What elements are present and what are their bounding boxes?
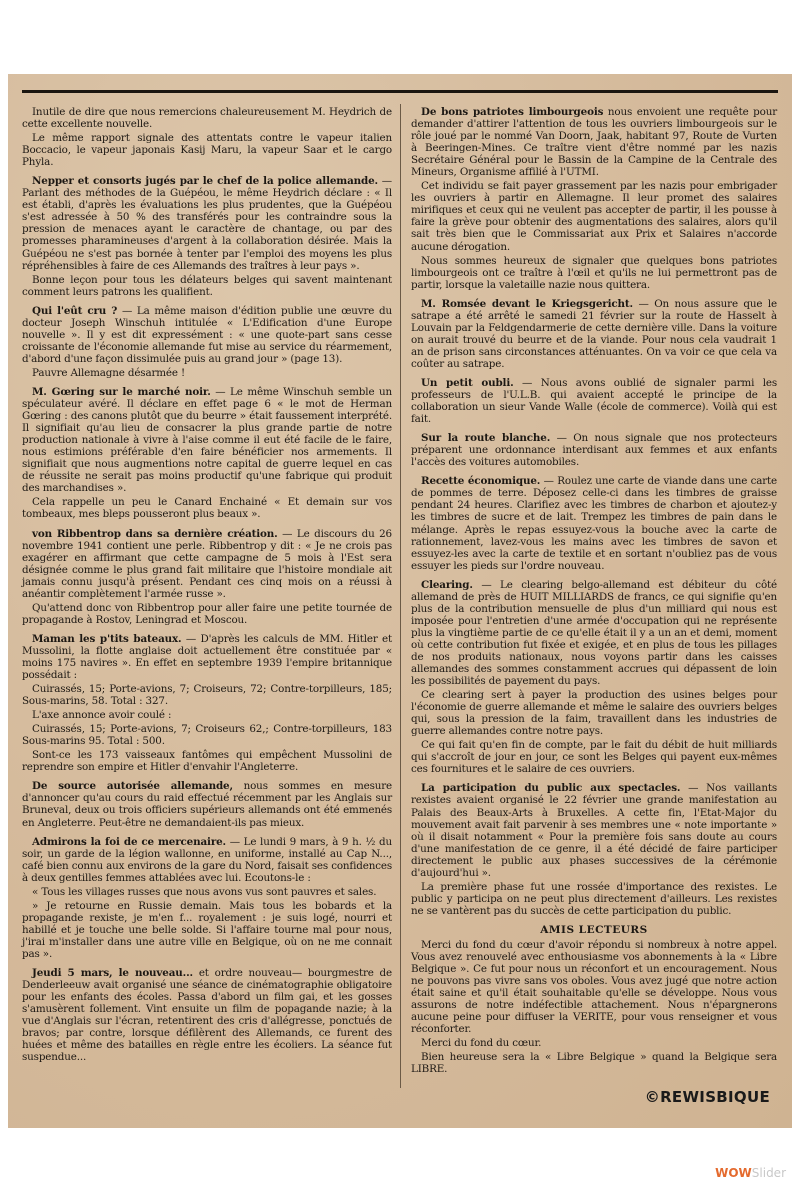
article-headline: De bons patriotes limbourgeois: [421, 106, 604, 118]
article-headline: Qui l'eût cru ?: [32, 304, 118, 317]
article-text: — Le clearing belgo-allemand est débiteur du côté allemand de près de HUIT MILLIARDS de francs, ce qui signifie qu'en plus de la contribution mensuelle de plus d'un milliard qui nous est imposée pour l'entretien d'une armée d'occupation qui ne représente plus la vingtième partie de ce qu'elle était il y a un an et demi, moment où cette contribution fut fixée et exigée, et en plus de tous les pillages de nos produits nationaux, nous voyons partir dans les caisses allemandes des sommes constamment accrues qui dépassent de loin les possibilités de payement du pays.: [411, 578, 777, 688]
article-text: Ce clearing sert à payer la production des usines belges pour l'économie de guerre allemande et même le salaire des ouvriers belges qui, sous la pression de la faim, travaillent dans les industries de guerre allemandes contre notre pays.: [411, 689, 777, 738]
article-paragraph: [411, 475, 777, 571]
article-paragraph: [22, 132, 392, 168]
article-paragraph: [411, 180, 777, 252]
amis-paragraph: Merci du fond du cœur.: [421, 1037, 542, 1050]
amis-paragraph: Merci du fond du cœur d'avoir répondu si nombreux à notre appel. Vous avez renouvelé avec enthousiasme vos abonnements à la « Libre Belgique ». Ce fut pour nous un réconfort et un encouragement. Nous ne pouvons pas vivre sans vos oboles. Vous avez jugé que notre action était saine et qu'il était souhaitable qu'elle se développe. Nous vous assurons de notre indéfectible attachement. Nous n'épargnerons aucune peine pour diffuser la VERITE, pour vous renseigner et vous réconforter.: [411, 939, 777, 1036]
right-articles: [411, 106, 777, 917]
article-paragraph: [22, 633, 392, 681]
article-paragraph: [22, 683, 392, 707]
article: [411, 475, 777, 571]
article-text: — Nous avons oublié de signaler parmi les professeurs de l'U.L.B. qui avaient accepté le principe de la collaboration un sieur Vande Walle (école de commerce). Voilà qui est fait.: [411, 376, 778, 426]
amis-lecteurs-title: AMIS LECTEURS: [540, 923, 648, 936]
article-text: Cet individu se fait payer grassement par les nazis pour embrigader les ouvriers à partir en Allemagne. Il leur promet des salaires mirifiques et ceux qui ne veulent pas accepter de partir, il les pousse à faire la grève pour obtenir des augmentations des salaires, alors qu'il sait très bien que le Commissariat aux Prix et Salaires n'accorde aucune dérogation.: [411, 180, 777, 253]
left-column: [22, 106, 392, 1070]
article: [411, 377, 777, 425]
article: [411, 298, 777, 370]
article-text: Cuirassés, 15; Porte-avions, 7; Croiseurs, 72; Contre-torpilleurs, 185; Sous-marins, 58. Total : 327.: [22, 683, 392, 708]
column-divider: [400, 104, 401, 1088]
article-paragraph: [411, 739, 777, 775]
article-paragraph: [22, 386, 392, 494]
article: [22, 633, 392, 774]
article-paragraph: [22, 836, 392, 884]
article-paragraph: [22, 496, 392, 520]
article-paragraph: [22, 274, 392, 298]
amis-paragraph: Bien heureuse sera la « Libre Belgique » quand la Belgique sera LIBRE.: [411, 1051, 777, 1076]
article: [22, 836, 392, 960]
article-paragraph: [22, 900, 392, 960]
article-text: Qu'attend donc von Ribbentrop pour aller faire une petite tournée de propagande à Rostov, Leningrad et Moscou.: [22, 601, 392, 626]
article-text: — Le même Winschuh semble un spéculateur avéré. Il déclare en effet page 6 « le mot de Herman Gœring : des canons plutôt que du beurre » était faussement interprété. Il signifiait qu'au lieu de consacrer la plus grande partie de notre production nationale à vivre à l'aise comme il eut été facile de le faire, nous estimions préférable d'en faire bénéficier nos armements. Il signifiait que nous augmentions notre capital de guerre lequel en cas de réussite ne serait pas moins productif qu'une fabrique qui produit des marchandises ».: [22, 385, 393, 495]
article-headline: Maman les p'tits bateaux.: [32, 632, 182, 645]
article-text: Inutile de dire que nous remercions chaleureusement M. Heydrich de cette excellente nouvelle.: [22, 106, 392, 131]
article-paragraph: [411, 782, 777, 878]
article-headline: Nepper et consorts jugés par le chef de la police allemande.: [32, 175, 378, 188]
amis-lecteurs-box: [411, 924, 777, 1076]
article-text: Cela rappelle un peu le Canard Enchainé « Et demain sur vos tombeaux, mes bleps pousseront plus beaux ».: [22, 496, 392, 521]
article-text: Bonne leçon pour tous les délateurs belges qui savent maintenant comment leurs patrons les qualifient.: [22, 273, 392, 298]
article-paragraph: [22, 528, 392, 600]
article-headline: M. Gœring sur le marché noir.: [32, 385, 211, 398]
article-paragraph: [411, 579, 777, 687]
article-text: Ce qui fait qu'en fin de compte, par le fait du débit de huit milliards qui s'accroît de jour en jour, ce sont les Belges qui payent eux-mêmes ces fournitures et le salaire de ces ouvriers.: [411, 739, 777, 776]
article-text: — On nous signale que nos protecteurs préparent une ordonnance interdisant aux femmes et aux enfants l'accès des voitures automobiles.: [411, 432, 777, 469]
article-text: Sont-ce les 173 vaisseaux fantômes qui empêchent Mussolini de reprendre son empire et Hitler d'envahir l'Angleterre.: [22, 749, 392, 774]
article-headline: Admirons la foi de ce mercenaire.: [32, 835, 227, 848]
article-text: La première phase fut une rossée d'importance des rexistes. Le public y participa on ne peut plus directement d'ailleurs. Les rexistes ne se vantèrent pas du succès de cette participation du public.: [411, 880, 777, 917]
article-text: Le même rapport signale des attentats contre le vapeur italien Boccacio, le vapeur japonais Kasij Maru, la vapeur Saar et le cargo Phyla.: [22, 132, 392, 169]
copyright-mark: ©REWISBIQUE: [644, 1088, 770, 1106]
article-text: — Le lundi 9 mars, à 9 h. ½ du soir, un garde de la légion wallonne, en uniforme, installé au Cap N..., café bien connu aux environs de la gare du Nord, faisait ses confidences à deux gentilles femmes attablées avec lui. Ecoutons-le :: [22, 835, 393, 884]
article: [411, 106, 777, 291]
article-headline: von Ribbentrop dans sa dernière création.: [32, 527, 278, 540]
article-text: — La même maison d'édition publie une œuvre du docteur Joseph Winschuh intitulée « L'Edification d'une Europe nouvelle ». Il y est dit expressément : « une quote-part sans cesse croissante de l'économie allemande fut mise au service du réarmement, d'abord d'une façon dissimulée puis au grand jour » (page 13).: [22, 304, 393, 365]
article-text: Pauvre Allemagne désarmée !: [32, 366, 186, 379]
article-paragraph: [22, 780, 392, 828]
article-headline: La participation du public aux spectacles.: [421, 782, 681, 795]
watermark-suffix: Slider: [751, 1166, 786, 1180]
article-paragraph: [22, 967, 392, 1063]
article-paragraph: [22, 106, 392, 130]
article: [22, 305, 392, 379]
article-text: nous sommes en mesure d'annoncer qu'au cours du raid effectué récemment par les Anglais sur Bruneval, deux ou trois officiers supérieurs allemands ont été emmenés en Angleterre. Peut-être ne demandaient-ils pas mieux.: [22, 780, 393, 829]
article-paragraph: [411, 432, 777, 468]
article-paragraph: [22, 305, 392, 365]
article: [22, 967, 392, 1063]
article-text: — On nous assure que le satrape a été arrêté le samedi 21 février sur la route de Hasselt à Louvain par la Feldgendarmerie de cette dernière ville. Dans la voiture on aurait trouvé du beurre et de la viande. Pour nous cela vaudrait 1 an de prison sans circonstances atténuantes. On va voir ce que cela va coûter au satrape.: [411, 297, 778, 370]
right-column: [411, 106, 777, 1078]
article: [22, 175, 392, 297]
article-text: nous envoient une requête pour demander d'attirer l'attention de tous les ouvriers limbourgeois sur le rôle joué par le nommé Van Doorn, Jaak, habitant 97, Route de Vurten à Beeringen-Mines. Ce traître vient d'être nommé par les nazis Secrétaire Général pour le Bassin de la Campine de la Centrale des Mineurs, Organisme affilié à l'UTMI.: [411, 106, 778, 179]
article-paragraph: [411, 255, 777, 291]
article: [411, 782, 777, 917]
article-text: » Je retourne en Russie demain. Mais tous les bobards et la propagande rexiste, je m'en f... royalement : je suis logé, nourri et habillé et je touche une belle solde. Si l'affaire tourne mal pour nous, j'irai m'installer dans une autre ville en Belgique, où on ne me connait pas ».: [22, 899, 392, 960]
article: [22, 386, 392, 521]
article-text: L'axe annonce avoir coulé :: [32, 709, 172, 722]
article-headline: Recette économique.: [421, 475, 541, 488]
article-text: — Le discours du 26 novembre 1941 contient une perle. Ribbentrop y dit : « Je ne crois pas exagérer en affirmant que cette campagne de 5 mois à l'Est sera désignée comme le plus grand fait militaire que l'histoire mondiale ait jamais connu jusqu'à présent. Pendant ces cinq mois on a réussi à anéantir complètement l'armée russe ».: [22, 527, 392, 600]
article-headline: Un petit oubli.: [421, 376, 514, 389]
article-paragraph: [22, 709, 392, 721]
article-headline: M. Romsée devant le Kriegsgericht.: [421, 297, 633, 310]
article-paragraph: [411, 377, 777, 425]
article-paragraph: [22, 723, 392, 747]
article: [22, 780, 392, 828]
article-paragraph: [411, 106, 777, 178]
article: [22, 528, 392, 626]
article-paragraph: [22, 749, 392, 773]
article-text: et ordre nouveau— bourgmestre de Denderleeuw avait organisé une séance de cinématographie obligatoire pour les enfants des écoles. Passa d'abord un film gai, et les gosses s'amusèrent follement. Vint ensuite un film de popagande nazie; à la vue d'Anglais sur l'écran, retentirent des cris d'allégresse, ponctués de bravos; par contre, lorsque défilèrent des Allemands, ce furent des huées et même des batailles en règle entre les écoliers. La séance fut suspendue...: [22, 967, 392, 1064]
watermark-prefix: WOW: [715, 1166, 752, 1180]
newspaper-page-scan: [8, 74, 792, 1128]
article-headline: Jeudi 5 mars, le nouveau...: [32, 967, 193, 980]
slider-watermark: [715, 1166, 786, 1180]
article-paragraph: [22, 367, 392, 379]
article-paragraph: [411, 298, 777, 370]
article-text: — Parlant des méthodes de la Guépéou, le même Heydrich déclare : « Il est établi, d'après les évaluations les plus prudentes, que la Guépéou s'est adressée à 50 % des transférés pour les contraindre sous la pression de menaces ayant le caractère de chantage, ou par des promesses pharamineuses d'argent à la collaboration désirée. Mais la Guépéou ne s'est pas bornée à tenter par l'emploi des moyens les plus répréhensibles à faire de ces Allemands des traîtres à leur pays ».: [22, 175, 392, 272]
article-headline: Sur la route blanche.: [421, 432, 551, 445]
article-headline: De source autorisée allemande,: [32, 780, 233, 793]
article-text: — Nos vaillants rexistes avaient organisé le 22 février une grande manifestation au Palais des Beaux-Arts à Bruxelles. A cette fin, l'Etat-Major du mouvement avait fait parvenir à ses membres une « note importante » où il disait notamment « Pour la première fois sans doute au cours d'une manifestation de ce genre, il a été décidé de faire participer directement le public aux phases successives de la cérémonie d'aujourd'hui ».: [411, 782, 777, 879]
article-paragraph: [411, 689, 777, 737]
article-paragraph: [22, 175, 392, 271]
top-rule: [22, 90, 778, 93]
article-text: — Roulez une carte de viande dans une carte de pommes de terre. Déposez celle-ci dans les timbres de graisse pendant 24 heures. Clarifiez avec les timbres de charbon et ajoutez-y les timbres de sucre et de lait. Trempez les timbres de pain dans le mélange. Après le repas essuyez-vous la bouche avec la carte de rationnement, lavez-vous les mains avec les timbres de savon et essuyez-les avec la carte de textile et en sortant n'oubliez pas de vous essuyer les pieds sur l'ordre nouveau.: [411, 475, 778, 572]
article: [22, 106, 392, 168]
article: [411, 579, 777, 776]
article-headline: Clearing.: [421, 578, 473, 591]
article: [411, 432, 777, 468]
article-text: Nous sommes heureux de signaler que quelques bons patriotes limbourgeois ont ce traître à l'œil et qu'ils ne lui permettront pas de partir, lorsque la valetaille nazie nous quittera.: [411, 254, 777, 291]
article-paragraph: [22, 886, 392, 898]
article-text: — D'après les calculs de MM. Hitler et Mussolini, la flotte anglaise doit actuellement être constituée par « moins 175 navires ». En effet en septembre 1939 l'empire britannique possédait :: [22, 632, 393, 682]
article-paragraph: [22, 602, 392, 626]
article-text: « Tous les villages russes que nous avons vus sont pauvres et sales.: [32, 885, 377, 898]
article-text: Cuirassés, 15; Porte-avions, 7; Croiseurs 62,; Contre-torpilleurs, 183 Sous-marins 95. Total : 500.: [22, 723, 392, 748]
article-paragraph: [411, 881, 777, 917]
